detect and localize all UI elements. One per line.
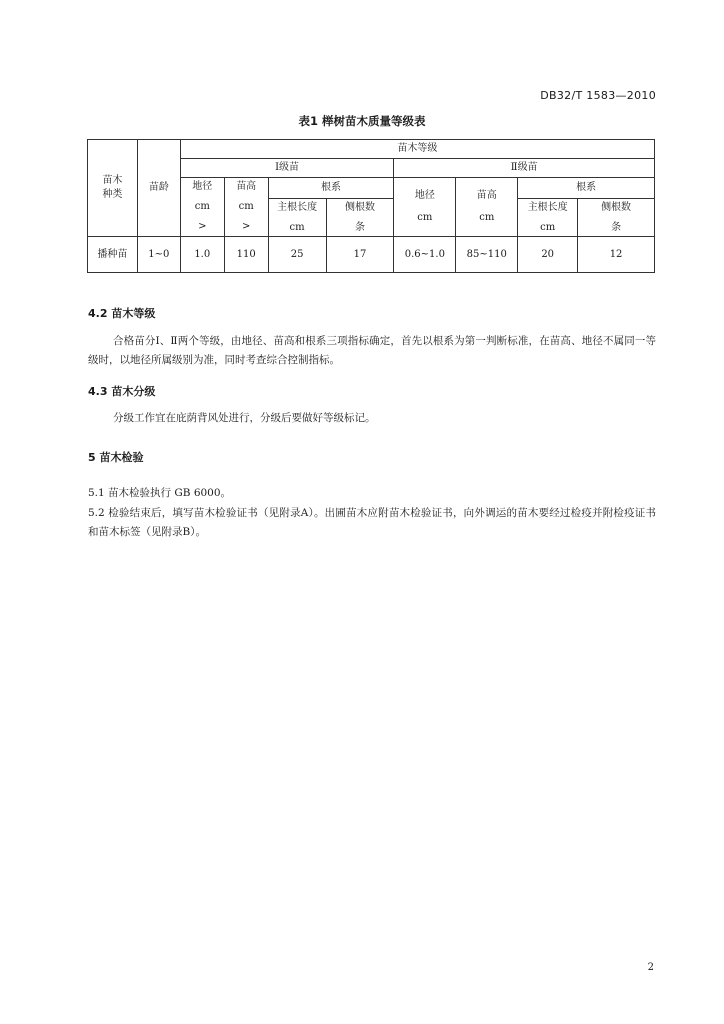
- section-5-1-text: 5.1 苗木检验执行 GB 6000。: [88, 487, 232, 499]
- document-code: DB32/T 1583—2010: [540, 89, 656, 102]
- header-grade1: Ⅰ级苗: [180, 159, 394, 178]
- g1-lateral-root-unit: 条: [354, 221, 365, 233]
- table-title: 表1 榉树苗木质量等级表: [298, 114, 426, 128]
- header-g2-root: 根系: [518, 178, 655, 199]
- cell-g1-height: 110: [224, 237, 268, 273]
- section-4-2-text: 合格苗分Ⅰ、Ⅱ两个等级，由地径、苗高和根系三项指标确定，首先以根系为第一判断标准，在苗高、地径不属同一等级时，以地径所属级别为准，同时考查综合控制指标。: [88, 335, 656, 366]
- g2-height-label: 苗高: [476, 190, 497, 201]
- g2-lateral-root-unit: 条: [611, 221, 622, 233]
- header-grade-group: 苗木等级: [180, 140, 654, 159]
- g1-main-root-label: 主根长度: [277, 201, 318, 213]
- quality-grade-table: [87, 139, 655, 273]
- g1-diameter-gte: >: [198, 221, 207, 232]
- header-grade2: Ⅱ级苗: [394, 159, 655, 178]
- g1-main-root-unit: cm: [289, 221, 305, 233]
- cell-species: 播种苗: [88, 237, 138, 273]
- header-g2-main-root: [518, 199, 578, 237]
- cell-g1-lateral: 17: [326, 237, 394, 273]
- header-g2-height: [456, 178, 518, 237]
- cell-age: 1~0: [137, 237, 180, 273]
- header-g2-lateral-root: [578, 199, 655, 237]
- section-5-2-text: 5.2 检验结束后，填写苗木检验证书（见附录A）。出圃苗木应附苗木检验证书，向外调运的苗木要经过检疫并附检疫证书和苗木标签（见附录B）。: [88, 507, 656, 538]
- header-g1-main-root: [268, 199, 326, 237]
- header-species: 苗木 种类: [88, 140, 138, 237]
- g1-height-label: 苗高: [236, 181, 257, 192]
- cell-g2-main-root: 20: [518, 237, 578, 273]
- cell-g1-diameter: 1.0: [180, 237, 224, 273]
- g1-lateral-root-label: 侧根数: [344, 201, 375, 213]
- header-g2-diameter: [394, 178, 456, 237]
- cell-g2-diameter: 0.6~1.0: [394, 237, 456, 273]
- g1-height-unit: cm: [238, 201, 254, 212]
- table-row: [88, 237, 655, 273]
- g2-main-root-label: 主根长度: [527, 201, 568, 213]
- section-4-3-text: 分级工作宜在庇荫背风处进行，分级后要做好等级标记。: [113, 412, 376, 424]
- g1-diameter-label: 地径: [192, 181, 213, 192]
- section-5-title: 5 苗木检验: [88, 451, 144, 464]
- g2-diameter-label: 地径: [414, 190, 435, 201]
- g2-height-unit: cm: [479, 212, 495, 223]
- cell-g2-height: 85~110: [456, 237, 518, 273]
- header-age: 苗龄: [137, 140, 180, 237]
- g2-diameter-unit: cm: [417, 212, 433, 223]
- section-4-3-title: 4.3 苗木分级: [88, 385, 156, 398]
- g1-diameter-unit: cm: [194, 201, 210, 212]
- section-4-2-title: 4.2 苗木等级: [88, 307, 156, 320]
- cell-g2-lateral: 12: [578, 237, 655, 273]
- header-g1-lateral-root: [326, 199, 394, 237]
- header-g1-root: 根系: [268, 178, 394, 199]
- g2-lateral-root-label: 侧根数: [601, 201, 632, 213]
- g1-height-gte: >: [242, 221, 251, 232]
- header-g1-diameter: [180, 178, 224, 237]
- cell-g1-main-root: 25: [268, 237, 326, 273]
- header-g1-height: [224, 178, 268, 237]
- page-number: 2: [647, 962, 654, 973]
- g2-main-root-unit: cm: [540, 221, 556, 233]
